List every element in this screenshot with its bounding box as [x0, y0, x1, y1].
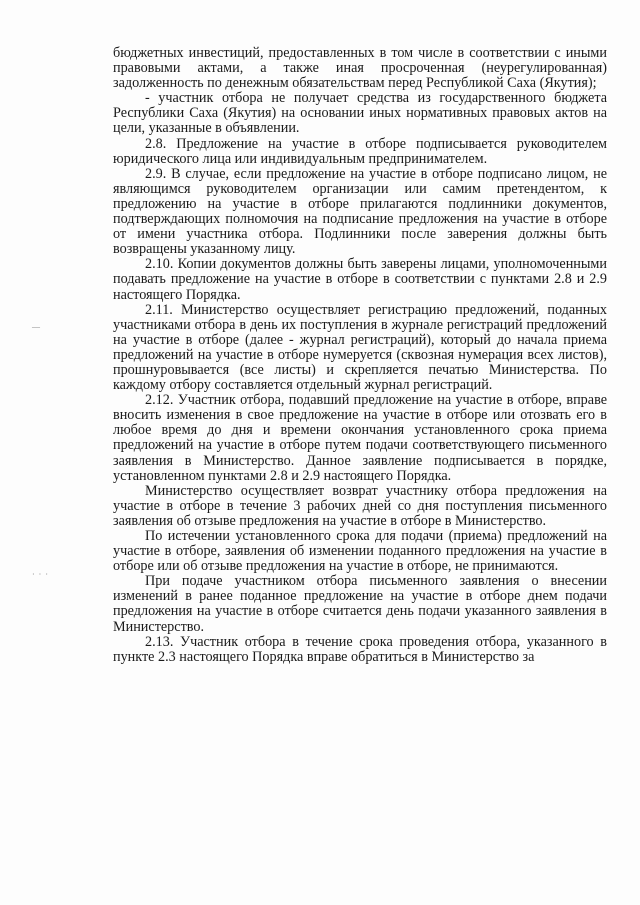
margin-mark: — — [32, 322, 41, 331]
paragraph-2-13: 2.13. Участник отбора в течение срока проведения отбора, указанного в пункте 2.3 настоящего Порядка вправе обратиться в Министерство за — [113, 633, 607, 665]
paragraph-2-12: 2.12. Участник отбора, подавший предложение на участие в отборе, вправе вносить изменения в свое предложение на участие в отборе или отозвать его в любое время до дня и времени окончания установленного срока приема предложений на участие в отборе путем подачи соответствующего письменного заявления в Министерство. Данное заявление подписывается в порядке, установленном пунктами 2.8 и 2.9 настоящего Порядка. — [113, 392, 607, 484]
document-body — [113, 46, 607, 665]
paragraph-list-item: - участник отбора не получает средства из государственного бюджета Республики Саха (Якутия) на основании иных нормативных правовых актов на цели, указанные в объявлении. — [113, 90, 607, 137]
paragraph-continuation: бюджетных инвестиций, предоставленных в том числе в соответствии с иными правовыми актами, а также иная просроченная (неурегулированная) задолженность по денежным обязательствам перед Республикой Саха (Якутия); — [113, 45, 607, 92]
paragraph-2-11: 2.11. Министерство осуществляет регистрацию предложений, поданных участниками отбора в день их поступления в журнале регистраций предложений на участие в отборе (далее - журнал регистраций), который до начала приема предложений на участие в отборе нумеруется (сквозная нумерация всех листов), прошнуровывается (все листы) и скрепляется печатью Министерства. По каждому отбору составляется отдельный журнал регистраций. — [113, 301, 607, 394]
paragraph-changes: При подаче участником отбора письменного заявления о внесении изменений в ранее поданное предложение на участие в отборе днем подачи предложения на участие в отборе считается день подачи указанного заявления в Министерство. — [113, 573, 607, 635]
paragraph-2-9: 2.9. В случае, если предложение на участие в отборе подписано лицом, не являющимся руководителем организации или самим претендентом, к предложению на участие в отборе прилагаются подлинники документов, подтверждающих полномочия на подписание предложения на участие в отборе от имени участника отбора. Подлинники после заверения должны быть возвращены указанному лицу. — [113, 165, 607, 258]
paragraph-return: Министерство осуществляет возврат участнику отбора предложения на участие в отборе в течение 3 рабочих дней со дня поступления письменного заявления об отзыве предложения на участие в отборе в Министерство. — [113, 482, 607, 529]
paragraph-2-10: 2.10. Копии документов должны быть заверены лицами, уполномоченными подавать предложение на участие в отборе в соответствии с пунктами 2.8 и 2.9 настоящего Порядка. — [113, 256, 607, 303]
margin-mark: · · · — [32, 570, 49, 579]
paragraph-2-8: 2.8. Предложение на участие в отборе подписывается руководителем юридического лица или индивидуальным предпринимателем. — [113, 135, 607, 167]
paragraph-deadline: По истечении установленного срока для подачи (приема) предложений на участие в отборе, заявления об изменении поданного предложения на участие в отборе или об отзыве предложения на участие в отборе, не принимаются. — [113, 528, 607, 575]
